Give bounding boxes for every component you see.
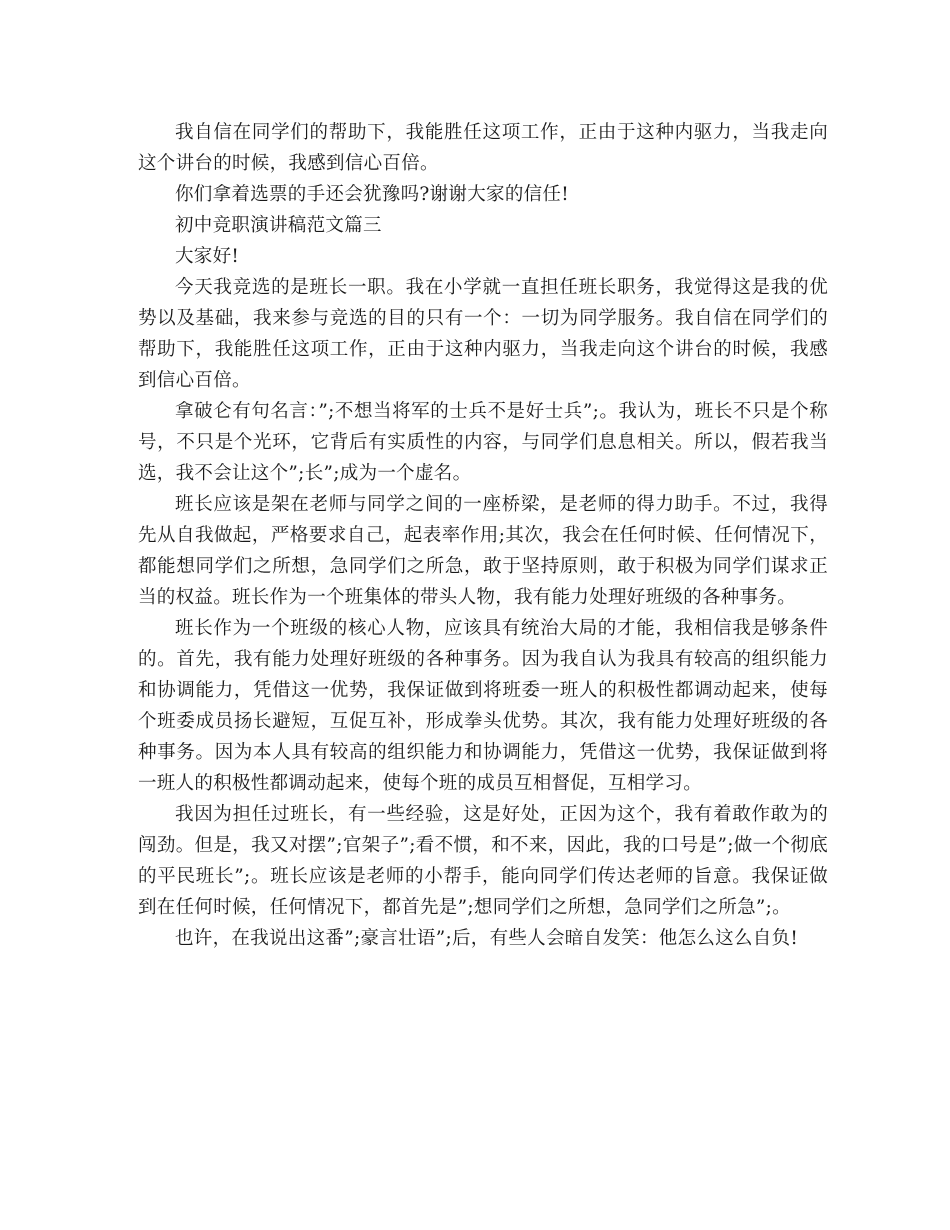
paragraph-introduction: 今天我竞选的是班长一职。我在小学就一直担任班长职务，我觉得这是我的优势以及基础，我来参与竞选的目的只有一个：一切为同学服务。我自信在同学们的帮助下，我能胜任这项工作，正由于这种内驱力，当我走向这个讲台的时候，我感到信心百倍。	[138, 277, 828, 391]
paragraph-core-abilities: 班长作为一个班级的核心人物，应该具有统治大局的才能，我相信我是够条件的。首先，我有能力处理好班级的各种事务。因为我自认为我具有较高的组织能力和协调能力，凭借这一优势，我保证做到将班委一班人的积极性都调动起来，使每个班委成员扬长避短，互促互补，形成拳头优势。其次，我有能力处理好班级的各种事务。因为本人具有较高的组织能力和协调能力，凭借这一优势，我保证做到将一班人的积极性都调动起来，使每个班的成员互相督促，互相学习。	[138, 618, 828, 794]
paragraph-quote: 拿破仑有句名言：”;不想当将军的士兵不是好士兵”;。我认为，班长不只是个称号，不只是个光环，它背后有实质性的内容，与同学们息息相关。所以，假若我当选，我不会让这个”;长”;成为一个虚名。	[138, 401, 828, 484]
paragraph-thanks: 你们拿着选票的手还会犹豫吗?谢谢大家的信任!	[175, 184, 569, 205]
paragraph-closing-confidence: 我自信在同学们的帮助下，我能胜任这项工作，正由于这种内驱力，当我走向这个讲台的时候，我感到信心百倍。	[138, 122, 828, 174]
paragraph-greeting: 大家好!	[175, 246, 240, 267]
paragraph-final: 也许，在我说出这番”;豪言壮语”;后，有些人会暗自发笑：他怎么这么自负!	[175, 928, 799, 949]
paragraph-experience: 我因为担任过班长，有一些经验，这是好处，正因为这个，我有着敢作敢为的闯劲。但是，我又对摆”;官架子”;看不惯，和不来，因此，我的口号是”;做一个彻底的平民班长”;。班长应该是老师的小帮手，能向同学们传达老师的旨意。我保证做到在任何时候，任何情况下，都首先是”;想同学们之所想，急同学们之所急”;。	[138, 804, 828, 918]
document-body	[138, 117, 828, 954]
paragraph-bridge-role: 班长应该是架在老师与同学之间的一座桥梁，是老师的得力助手。不过，我得先从自我做起，严格要求自己，起表率作用;其次，我会在任何时候、任何情况下，都能想同学们之所想，急同学们之所急，敢于坚持原则，敢于积极为同学们谋求正当的权益。班长作为一个班集体的带头人物，我有能力处理好班级的各种事务。	[138, 494, 828, 608]
section-heading: 初中竞职演讲稿范文篇三	[175, 215, 382, 236]
